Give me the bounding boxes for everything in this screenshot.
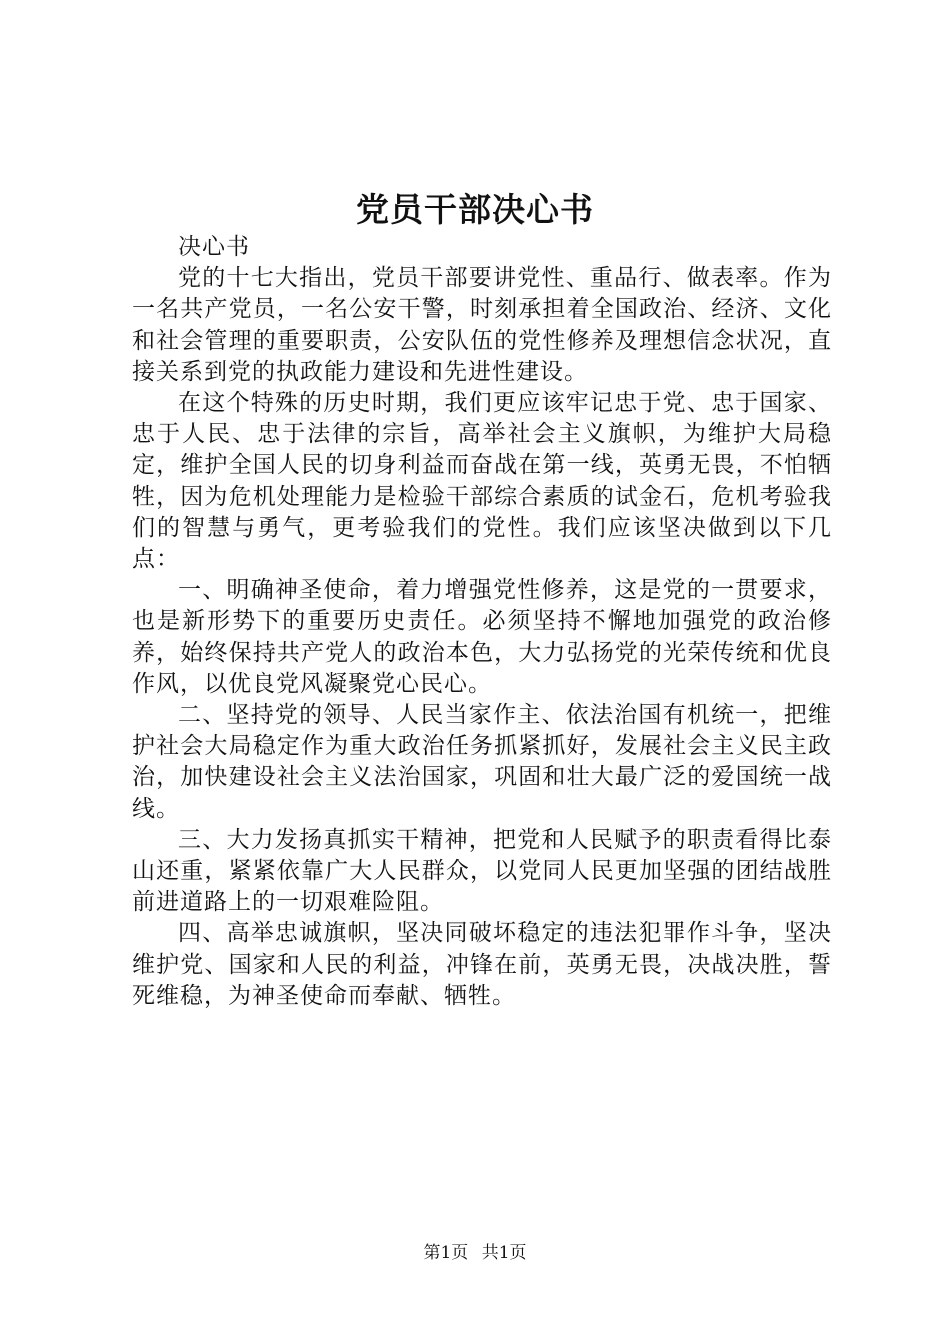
paragraph: 在这个特殊的历史时期，我们更应该牢记忠于党、忠于国家、忠于人民、忠于法律的宗旨，高举社会主义旗帜，为维护大局稳定，维护全国人民的切身利益而奋战在第一线，英勇无畏，不怕牺牲，因为危机处理能力是检验干部综合素质的试金石，危机考验我们的智慧与勇气，更考验我们的党性。我们应该坚决做到以下几点： bbox=[132, 390, 832, 573]
page-number: 第1页 bbox=[423, 1243, 469, 1263]
paragraph-heading: 决心书 bbox=[178, 234, 250, 260]
page-footer bbox=[0, 1240, 950, 1266]
page-total: 共1页 bbox=[481, 1243, 527, 1263]
paragraph: 三、大力发扬真抓实干精神，把党和人民赋予的职责看得比泰山还重，紧紧依靠广大人民群众，以党同人民更加坚强的团结战胜前进道路上的一切艰难险阻。 bbox=[132, 826, 832, 916]
paragraph: 一、明确神圣使命，着力增强党性修养，这是党的一贯要求，也是新形势下的重要历史责任。必须坚持不懈地加强党的政治修养，始终保持共产党人的政治本色，大力弘扬党的光荣传统和优良作风，以优良党风凝聚党心民心。 bbox=[132, 577, 832, 697]
page-title: 党员干部决心书 bbox=[356, 190, 594, 229]
paragraph: 四、高举忠诚旗帜，坚决同破坏稳定的违法犯罪作斗争，坚决维护党、国家和人民的利益，冲锋在前，英勇无畏，决战决胜，誓死维稳，为神圣使命而奉献、牺牲。 bbox=[132, 920, 832, 1009]
paragraph: 二、坚持党的领导、人民当家作主、依法治国有机统一，把维护社会大局稳定作为重大政治任务抓紧抓好，发展社会主义民主政治，加快建设社会主义法治国家，巩固和壮大最广泛的爱国统一战线。 bbox=[132, 702, 832, 822]
document-body bbox=[132, 232, 832, 1012]
paragraph: 党的十七大指出，党员干部要讲党性、重品行、做表率。作为一名共产党员，一名公安干警，时刻承担着全国政治、经济、文化和社会管理的重要职责，公安队伍的党性修养及理想信念状况，直接关系到党的执政能力建设和先进性建设。 bbox=[132, 265, 832, 385]
